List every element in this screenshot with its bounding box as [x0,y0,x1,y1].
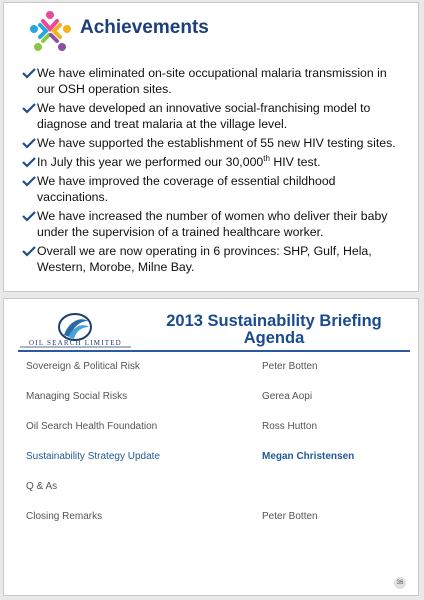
agenda-topic: Closing Remarks [26,510,103,522]
people-logo-icon [26,9,74,53]
achievements-slide [3,2,419,292]
list-item [22,65,402,97]
agenda-speaker: Gerea Aopi [262,390,313,402]
agenda-speaker: Peter Botten [262,510,318,522]
agenda-topic: Oil Search Health Foundation [26,420,158,432]
agenda-speaker: Ross Hutton [262,420,318,432]
table-row [26,351,406,381]
table-row [26,411,406,441]
bullet-text: We have supported the establishment of 55 new HIV testing sites. [37,136,396,150]
bullet-text: We have developed an innovative social-franchising model to diagnose and treat malaria at the village level. [37,101,371,131]
agenda-topic: Sustainability Strategy Update [26,450,160,462]
list-item [22,173,402,205]
check-arrow-icon [22,245,37,257]
list-item [22,243,402,275]
agenda-topic: Q & As [26,480,58,492]
table-row [26,471,406,501]
slide-title [134,313,414,347]
check-arrow-icon [22,67,37,79]
check-arrow-icon [22,137,37,149]
title-line-1: 2013 Sustainability Briefing [166,312,382,330]
bullet-text: We have increased the number of women who deliver their baby under the supervision of a trained healthcare worker. [37,209,388,239]
table-row [26,381,406,411]
agenda-speaker: Peter Botten [262,360,318,372]
slide-title: Achievements [80,17,209,38]
bullet-text: We have improved the coverage of essential childhood vaccinations. [37,174,336,204]
agenda-table [26,351,406,531]
check-arrow-icon [22,210,37,222]
list-item [22,208,402,240]
table-row [26,501,406,531]
list-item [22,154,402,170]
list-item [22,100,402,132]
check-arrow-icon [22,175,37,187]
achievement-list [22,65,402,278]
bullet-text: Overall we are now operating in 6 provinces: SHP, Gulf, Hela, Western, Morobe, Milne Bay. [37,244,372,274]
bullet-text: In July this year we performed our 30,000th HIV test. [37,153,321,169]
bullet-text: We have eliminated on-site occupational malaria transmission in our OSH operation sites. [37,66,387,96]
check-arrow-icon [22,102,37,114]
title-line-2: Agenda [243,329,305,347]
agenda-topic: Managing Social Risks [26,390,128,402]
list-item [22,135,402,151]
page-number: 36 [394,577,406,589]
table-row-current [26,441,406,471]
check-arrow-icon [22,156,37,168]
agenda-slide [3,298,419,596]
brand-name: OIL SEARCH LIMITED [29,339,122,347]
agenda-speaker: Megan Christensen [262,450,355,462]
agenda-topic: Sovereign & Political Risk [26,360,140,372]
